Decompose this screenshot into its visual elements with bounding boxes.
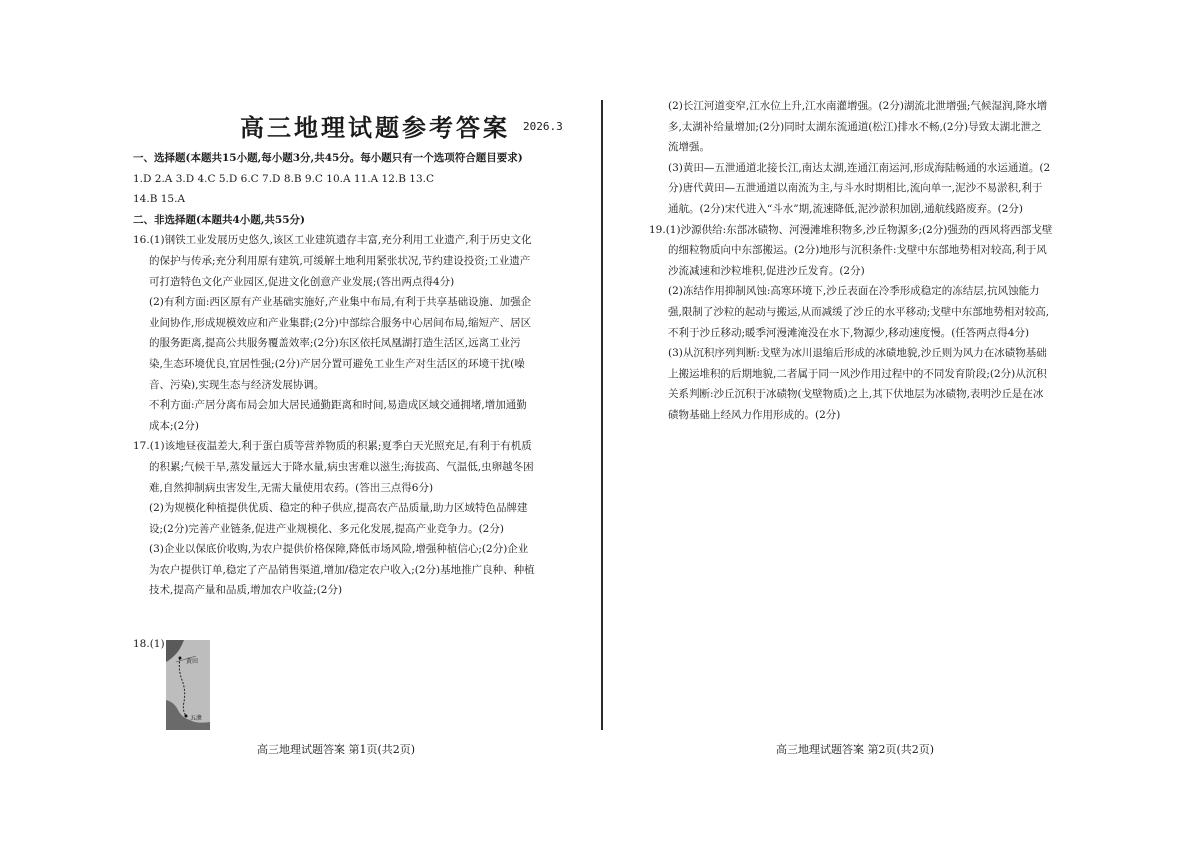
- map-figure: [166, 640, 210, 730]
- answer-line: 为农户提供订单,稳定了产品销售渠道,增加/稳定农户收入;(2分)基地推广良种、种植: [149, 563, 535, 576]
- answer-line: 19.(1)沙源供给:东部冰碛物、河漫滩堆积物多,沙丘物源多;(2分)强劲的西风将西部戈壁: [649, 223, 1053, 236]
- answer-line: 沙流减速和沙粒堆积,促进沙丘发育。(2分): [668, 264, 865, 277]
- map-label-wuxie: 五泄: [190, 715, 203, 722]
- answer-line: (2)有利方面:西区原有产业基础实施好,产业集中布局,有利于共享基础设施、加强企: [149, 296, 532, 309]
- footer-left: 高三地理试题答案 第1页(共2页): [257, 743, 416, 756]
- answer-line: 流增强。: [668, 141, 710, 154]
- answer-line: 碛物基础上经风力作用形成的。(2分): [668, 408, 841, 421]
- answer-line: (2)长江河道变窄,江水位上升,江水南灌增强。(2分)湖流北泄增强;气候湿润,降水增: [668, 100, 1048, 112]
- answer-line: 强,限制了沙粒的起动与搬运,从而减缓了沙丘的水平移动;戈壁中东部地势相对较高,: [668, 305, 1050, 318]
- answer-line: (2)为规模化种植提供优质、稳定的种子供应,提高农产品质量,助力区域特色品牌建: [149, 502, 528, 515]
- answer-line: (2)冻结作用抑制风蚀:高寒环境下,沙丘表面在冷季形成稳定的冻结层,抗风蚀能力: [668, 285, 1040, 298]
- answer-line: 上搬运堆积的后期地貌,二者属于同一风沙作用过程中的不同发育阶段;(2分)从沉积: [668, 367, 1047, 380]
- answer-line: 17.(1)该地昼夜温差大,利于蛋白质等营养物质的积累;夏季白天光照充足,有利于有机质: [133, 440, 532, 453]
- answer-line: (3)企业以保底价收购,为农户提供价格保障,降低市场风险,增强种植信心;(2分)企业: [149, 543, 529, 556]
- exam-date: 2026.3: [523, 120, 563, 133]
- answer-line: 关系判断:沙丘沉积于冰碛物(戈壁物质)之上,其下伏地层为冰碛物,表明沙丘是在冰: [668, 388, 1044, 401]
- answer-line: 1.D 2.A 3.D 4.C 5.D 6.C 7.D 8.B 9.C 10.A 11.A 12.B 13.C: [133, 172, 434, 185]
- answer-line: 的积累;气候干旱,蒸发量远大于降水量,病虫害难以滋生;海拔高、气温低,虫卵越冬困: [149, 460, 534, 473]
- answer-line: 多,太湖补给量增加;(2分)同时太湖东流通道(松江)排水不畅,(2分)导致太湖北泄之: [668, 120, 1042, 133]
- answer-line: 的细粒物质向中东部搬运。(2分)地形与沉积条件:戈壁中东部地势相对较高,利于风: [668, 244, 1047, 257]
- map-label-huangtian: 黄田: [186, 658, 199, 665]
- footer-right: 高三地理试题答案 第2页(共2页): [776, 743, 935, 756]
- answer-line: 二、非选择题(本题共4小题,共55分): [133, 213, 306, 226]
- answer-line: 技术,提高产量和品质,增加农户收益;(2分): [149, 584, 343, 597]
- page-divider: [601, 100, 603, 730]
- page-title: 高三地理试题参考答案: [240, 113, 510, 142]
- question-18-label: 18.(1): [133, 638, 165, 650]
- answer-line: 的服务距离,提高公共服务覆盖效率;(2分)东区依托凤凰湖打造生活区,远离工业污: [149, 337, 521, 350]
- answer-line: 通航。(2分)宋代进入“斗水”期,流速降低,泥沙淤积加剧,通航线路废弃。(2分): [668, 202, 1023, 215]
- answer-line: 14.B 15.A: [133, 193, 186, 206]
- answer-line: 可打造特色文化产业园区,促进文化创意产业发展;(答出两点得4分): [149, 275, 455, 288]
- map-graphic: [166, 640, 210, 730]
- answer-line: 16.(1)钢铁工业发展历史悠久,该区工业建筑遗存丰富,充分利用工业遗产,利于历史文化: [133, 234, 532, 247]
- answer-line: 不利于沙丘移动;暖季河漫滩淹没在水下,物源少,移动速度慢。(任答两点得4分): [668, 326, 1030, 339]
- answer-line: 染,生态环境优良,宜居性强;(2分)产居分置可避免工业生产对生活区的环境干扰(噪: [149, 357, 525, 370]
- answer-line: 难,自然抑制病虫害发生,无需大量使用农药。(答出三点得6分): [149, 481, 434, 494]
- answer-content-left: [133, 148, 563, 601]
- answer-line: 音、污染),实现生态与经济发展协调。: [149, 378, 325, 391]
- answer-content-right: [649, 96, 1089, 426]
- answer-line: 不利方面:产居分离布局会加大居民通勤距离和时间,易造成区域交通拥堵,增加通勤: [149, 399, 527, 412]
- answer-line: 分)唐代黄田—五泄通道以南流为主,与斗水时期相比,流向单一,泥沙不易淤积,利于: [668, 182, 1043, 195]
- answer-line: (3)从沉积序列判断:戈壁为冰川退缩后形成的冰碛地貌,沙丘则为风力在冰碛物基础: [668, 347, 1047, 360]
- answer-line: 业间协作,形成规模效应和产业集群;(2分)中部综合服务中心居间布局,缩短产、居区: [149, 316, 532, 329]
- answer-line: 设;(2分)完善产业链条,促进产业规模化、多元化发展,提高产业竞争力。(2分): [149, 522, 504, 535]
- answer-line: (3)黄田—五泄通道北接长江,南达太湖,连通江南运河,形成海陆畅通的水运通道。(2: [668, 161, 1051, 174]
- answer-line: 一、选择题(本题共15小题,每小题3分,共45分。每小题只有一个选项符合题目要求): [133, 152, 523, 164]
- answer-line: 成本;(2分): [149, 419, 199, 432]
- answer-line: 的保护与传承;充分利用原有建筑,可缓解土地利用紧张状况,节约建设投资;工业遗产: [149, 254, 531, 267]
